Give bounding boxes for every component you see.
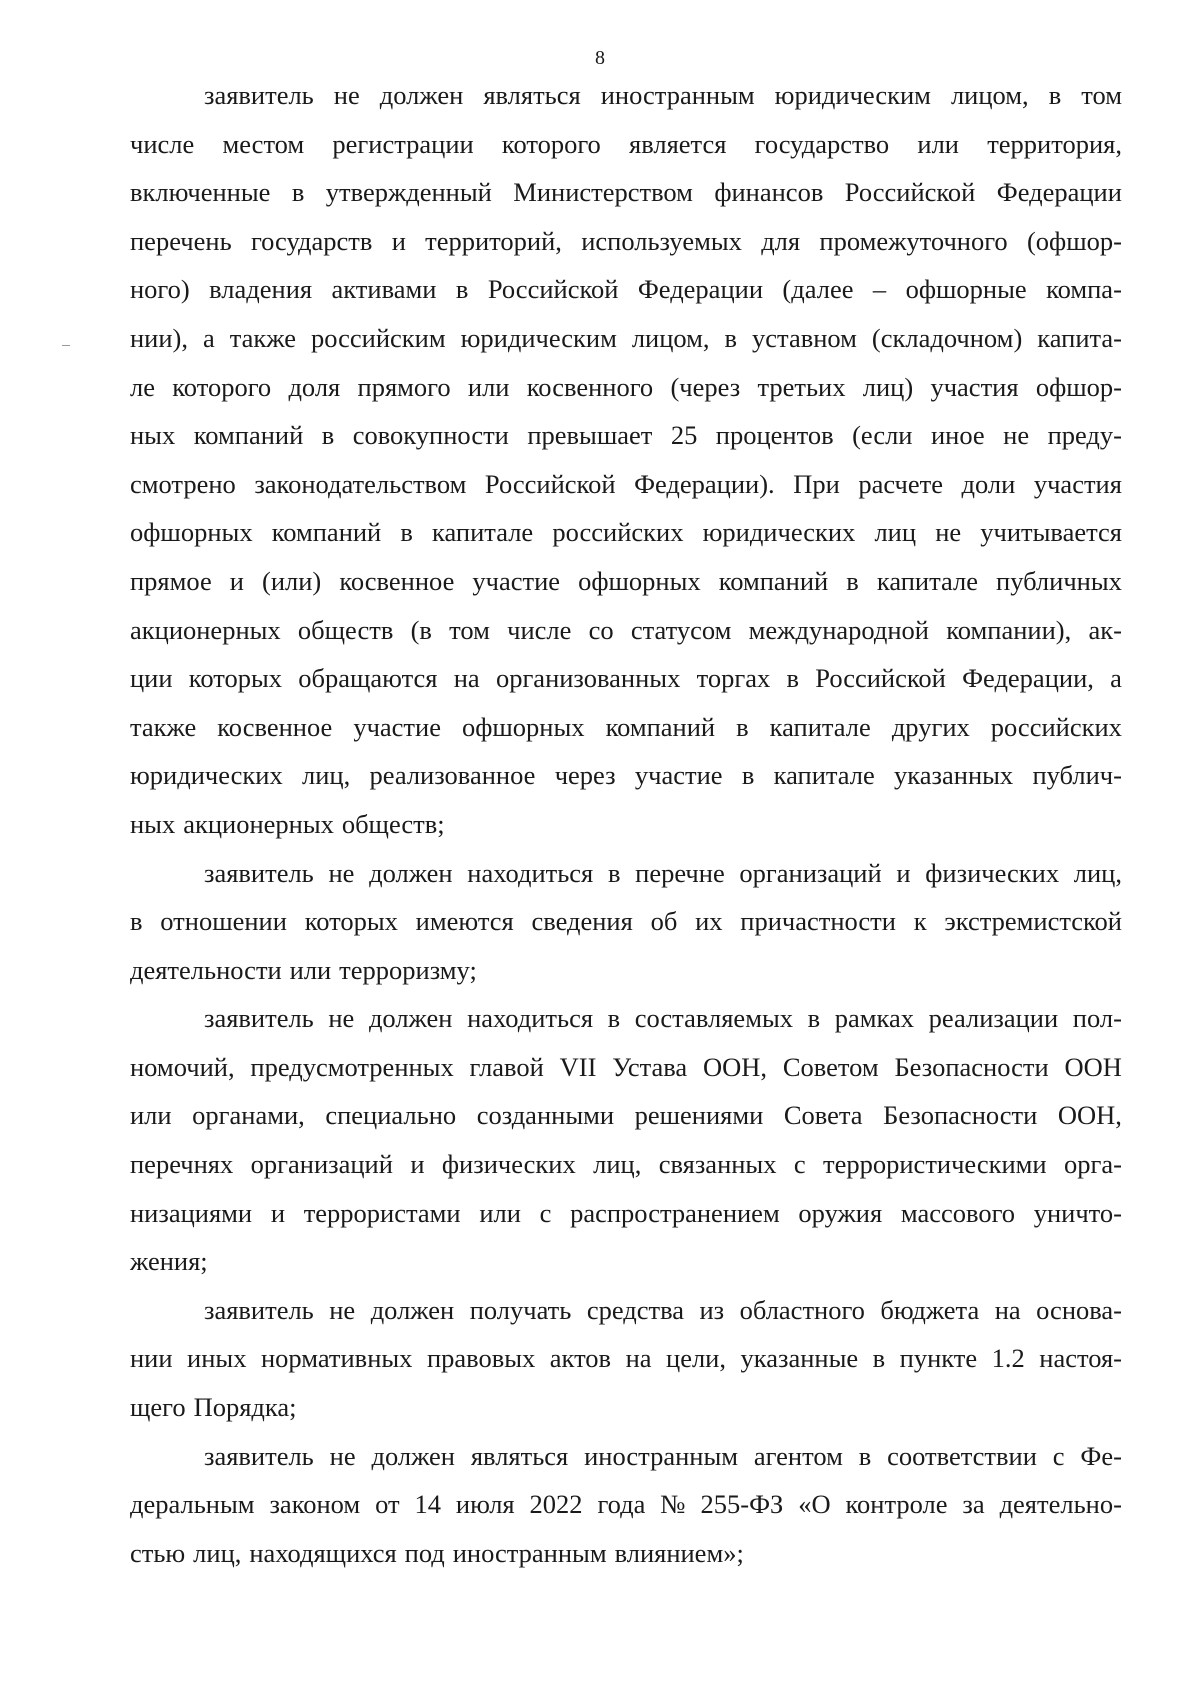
paragraph-4-line-3: щего Порядка; bbox=[130, 1392, 297, 1423]
paragraph-1-line-13: ции которых обращаются на организованных торгах в Российской Федерации, а bbox=[130, 663, 1122, 694]
paragraph-5-line-3: стью лиц, находящихся под иностранным влиянием»; bbox=[130, 1537, 744, 1568]
paragraph-3-line-5: низациями и террористами или с распространением оружия массового уничто- bbox=[130, 1197, 1122, 1228]
paragraph-2-line-2: в отношении которых имеются сведения об их причастности к экстремистской bbox=[130, 906, 1122, 937]
paragraph-1-line-1: заявитель не должен являться иностранным юридическим лицом, в том bbox=[204, 80, 1122, 110]
paragraph-4-line-2: нии иных нормативных правовых актов на цели, указанные в пункте 1.2 настоя- bbox=[130, 1343, 1122, 1374]
paragraph-1-line-15: юридических лиц, реализованное через участие в капитале указанных публич- bbox=[130, 760, 1122, 791]
paragraph-2-line-1: заявитель не должен находиться в перечне организаций и физических лиц, bbox=[204, 857, 1122, 888]
paragraph-3-line-3: или органами, специально созданными решениями Совета Безопасности ООН, bbox=[130, 1100, 1122, 1131]
paragraph-4-line-1: заявитель не должен получать средства из областного бюджета на основа- bbox=[204, 1294, 1122, 1325]
paragraph-5-line-2: деральным законом от 14 июля 2022 года № 255-ФЗ «О контроле за деятельно- bbox=[130, 1489, 1122, 1520]
paragraph-5-line-1: заявитель не должен являться иностранным агентом в соответствии с Фе- bbox=[204, 1440, 1122, 1471]
paragraph-3-line-4: перечнях организаций и физических лиц, связанных с террористическими орга- bbox=[130, 1149, 1122, 1180]
paragraph-3-line-1: заявитель не должен находиться в составляемых в рамках реализации пол- bbox=[204, 1003, 1122, 1034]
margin-mark bbox=[62, 345, 70, 346]
paragraph-2-line-3: деятельности или терроризму; bbox=[130, 954, 477, 985]
paragraph-1-line-8: ных компаний в совокупности превышает 25 процентов (если иное не преду- bbox=[130, 420, 1122, 451]
document-body bbox=[130, 71, 1122, 1577]
paragraph-1-line-3: включенные в утвержденный Министерством финансов Российской Федерации bbox=[130, 177, 1122, 208]
paragraph-3-line-6: жения; bbox=[130, 1246, 208, 1277]
paragraph-1-line-9: смотрено законодательством Российской Федерации). При расчете доли участия bbox=[130, 468, 1122, 499]
paragraph-1-line-14: также косвенное участие офшорных компаний в капитале других российских bbox=[130, 711, 1122, 742]
paragraph-1-line-16: ных акционерных обществ; bbox=[130, 808, 445, 839]
paragraph-1-line-6: нии), а также российским юридическим лицом, в уставном (складочном) капита- bbox=[130, 322, 1122, 353]
paragraph-1-line-5: ного) владения активами в Российской Федерации (далее – офшорные компа- bbox=[130, 274, 1122, 305]
paragraph-1-line-10: офшорных компаний в капитале российских юридических лиц не учитывается bbox=[130, 517, 1122, 548]
paragraph-1-line-11: прямое и (или) косвенное участие офшорных компаний в капитале публичных bbox=[130, 565, 1122, 596]
paragraph-1-line-12: акционерных обществ (в том числе со статусом международной компании), ак- bbox=[130, 614, 1122, 645]
paragraph-1-line-4: перечень государств и территорий, используемых для промежуточного (офшор- bbox=[130, 225, 1122, 256]
paragraph-1-line-7: ле которого доля прямого или косвенного (через третьих лиц) участия офшор- bbox=[130, 371, 1122, 402]
paragraph-1-line-2: числе местом регистрации которого является государство или территория, bbox=[130, 128, 1122, 159]
paragraph-3-line-2: номочий, предусмотренных главой VII Устава ООН, Советом Безопасности ООН bbox=[130, 1051, 1122, 1082]
page-number: 8 bbox=[595, 47, 605, 69]
